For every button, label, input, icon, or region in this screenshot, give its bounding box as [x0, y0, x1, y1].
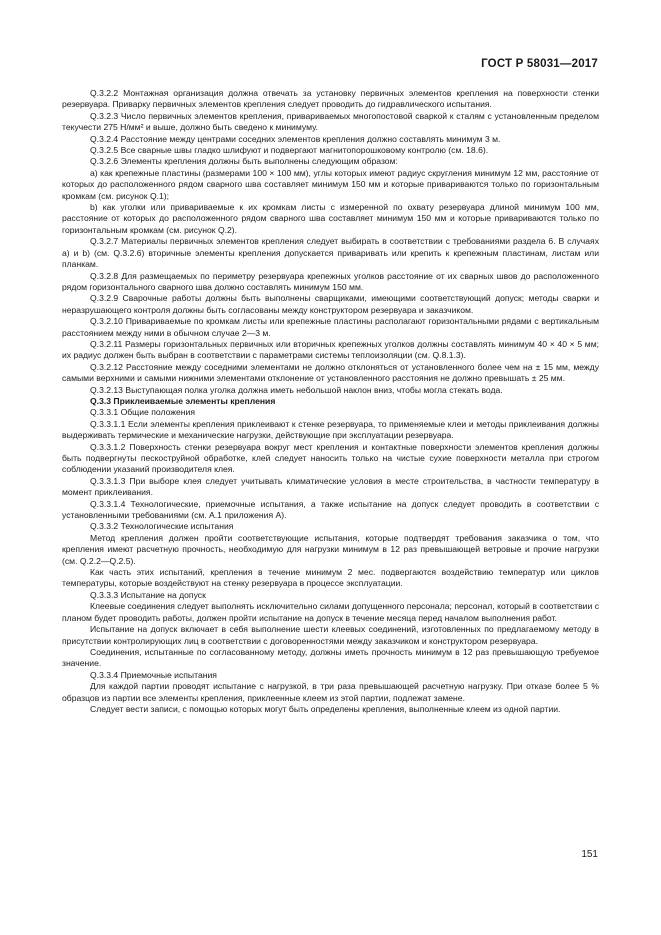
- paragraph: Q.3.2.10 Привариваемые по кромкам листы или крепежные пластины располагают горизонтальными рядами с вертикальным расстоянием между ними в обычном случае 2—3 м.: [62, 316, 599, 338]
- paragraph: Q.3.2.3 Число первичных элементов крепления, привариваемых многопостовой сваркой к сталям с установленным пределом текучести 275 Н/мм² и выше, должно быть сведено к минимуму.: [62, 110, 599, 133]
- paragraph: Соединения, испытанные по согласованному методу, должны иметь прочность минимум в 12 раз превышающую требуемое значение.: [62, 646, 599, 669]
- section-heading: Q.3.3 Приклеиваемые элементы крепления: [90, 395, 276, 406]
- paragraph: Q.3.2.4 Расстояние между центрами соседних элементов крепления должно составлять минимум 3 м.: [90, 133, 501, 144]
- paragraph: Q.3.2.2 Монтажная организация должна отвечать за установку первичных элементов крепления на поверхности стенки резервуара. Приварку первичных элементов крепления следует проводить до гидравлического испытания.: [62, 88, 599, 110]
- paragraph: Q.3.3.1.2 Поверхность стенки резервуара вокруг мест крепления и контактные поверхности элементов крепления должны быть подвергнуты пескоструйной обработке, клей следует наносить только на чистые сухие поверхности металла при строгом соблюдении указаний производителя клея.: [62, 441, 599, 475]
- paragraph: Q.3.2.6 Элементы крепления должны быть выполнены следующим образом:: [90, 156, 398, 167]
- paragraph: Следует вести записи, с помощью которых могут быть определены крепления, выполненные клеем из одной партии.: [90, 703, 561, 714]
- subsection-heading: Q.3.3.3 Испытание на допуск: [90, 589, 206, 600]
- subsection-heading: Q.3.3.4 Приемочные испытания: [90, 669, 217, 680]
- paragraph: Клеевые соединения следует выполнять исключительно силами допущенного персонала; персонал, который в соответствии с планом будет проводить работы, должен пройти испытание на допуск в течение месяца перед началом выполнения работ.: [62, 601, 599, 623]
- document-body: [62, 88, 599, 715]
- standard-number: ГОСТ Р 58031—2017: [481, 58, 598, 70]
- paragraph: Метод крепления должен пройти соответствующие испытания, которые подтвердят требования заказчика о том, что крепления имеют расчетную прочность, необходимую для нагрузки минимум в 12 раз превышающей ветровые и прочие нагрузки (см. Q.2.2—Q.2.5).: [62, 532, 599, 566]
- paragraph: Q.3.2.9 Сварочные работы должны быть выполнены сварщиками, имеющими соответствующий допуск; методы сварки и неразрушающего контроля должны быть согласованы между конструктором резервуара и заказчиком.: [62, 293, 599, 315]
- paragraph: Q.3.3.1.4 Технологические, приемочные испытания, а также испытание на допуск следует проводить в соответствии с установленными требованиями (см. А.1 приложения А).: [62, 498, 599, 521]
- page-number: 151: [581, 849, 598, 860]
- subsection-heading: Q.3.3.2 Технологические испытания: [90, 521, 234, 532]
- paragraph: Q.3.3.1.3 При выборе клея следует учитывать климатические условия в месте строительства, в частности температуру в момент приклеивания.: [62, 475, 599, 498]
- subsection-heading: Q.3.3.1 Общие положения: [90, 407, 195, 418]
- paragraph: Испытание на допуск включает в себя выполнение шести клеевых соединений, изготовленных по предлагаемому методу в присутствии контролирующих лиц в соответствии с договоренностями между заказчиком и конструктором резервуара.: [62, 624, 599, 646]
- paragraph: Q.3.2.11 Размеры горизонтальных первичных или вторичных крепежных уголков должны составлять минимум 40 × 40 × 5 мм; их радиус должен быть выбран в соответствии с параметрами системы теплоизоляции (см. Q.8.1.3).: [62, 338, 599, 361]
- paragraph: Q.3.2.7 Материалы первичных элементов крепления следует выбирать в соответствии с требованиями раздела 6. В случаях а) и b) (см. Q.3.2.6) вторичные элементы крепления допускается приваривать или крепить к крепежным пластинам, листам или планкам.: [62, 236, 599, 270]
- paragraph: Q.3.2.13 Выступающая полка уголка должна иметь небольшой наклон вниз, чтобы могла стекать вода.: [90, 384, 503, 395]
- list-item: а) как крепежные пластины (размерами 100 × 100 мм), углы которых имеют радиус скругления минимум 12 мм, расстояние от которых до расположенного рядом сварного шва составляет минимум 150 мм и которые привариваются только по горизонтальным кромкам (см. рисунок Q.1);: [62, 167, 599, 201]
- paragraph: Как часть этих испытаний, крепления в течение минимум 2 мес. подвергаются воздействию температур или циклов температуры, которые воздействуют на стенку резервуара в процессе эксплуатации.: [62, 567, 599, 589]
- paragraph: Для каждой партии проводят испытание с нагрузкой, в три раза превышающей расчетную нагрузку. При отказе более 5 % образцов из партии все элементы крепления, приклеенные клеем из этой партии, подлежат замене.: [62, 681, 599, 703]
- paragraph: Q.3.2.8 Для размещаемых по периметру резервуара крепежных уголков расстояние от их сварных швов до расположенного рядом горизонтального сварного шва должно составлять минимум 150 мм.: [62, 270, 599, 292]
- paragraph: Q.3.2.12 Расстояние между соседними элементами не должно отклоняться от установленного более чем на ± 15 мм, между самыми верхними и самыми нижними элементами отклонение от установленного расстояния не должно превышать ± 25 мм.: [62, 361, 599, 384]
- paragraph: Q.3.2.5 Все сварные швы гладко шлифуют и подвергают магнитопорошковому контролю (см. 18.6).: [90, 145, 489, 156]
- paragraph: Q.3.3.1.1 Если элементы крепления приклеивают к стенке резервуара, то применяемые клеи и методы приклеивания должны выдерживать термические и механические нагрузки, действующие при эксплуатации резервуара.: [62, 418, 599, 441]
- list-item: b) как уголки или привариваемые к их кромкам листы с измеренной по охвату резервуара длиной минимум 100 мм, расстояние от которых до расположенного рядом сварного шва составляет минимум 150 мм и которые привариваются только по горизонтальным кромкам (см. рисунок Q.2).: [62, 202, 599, 235]
